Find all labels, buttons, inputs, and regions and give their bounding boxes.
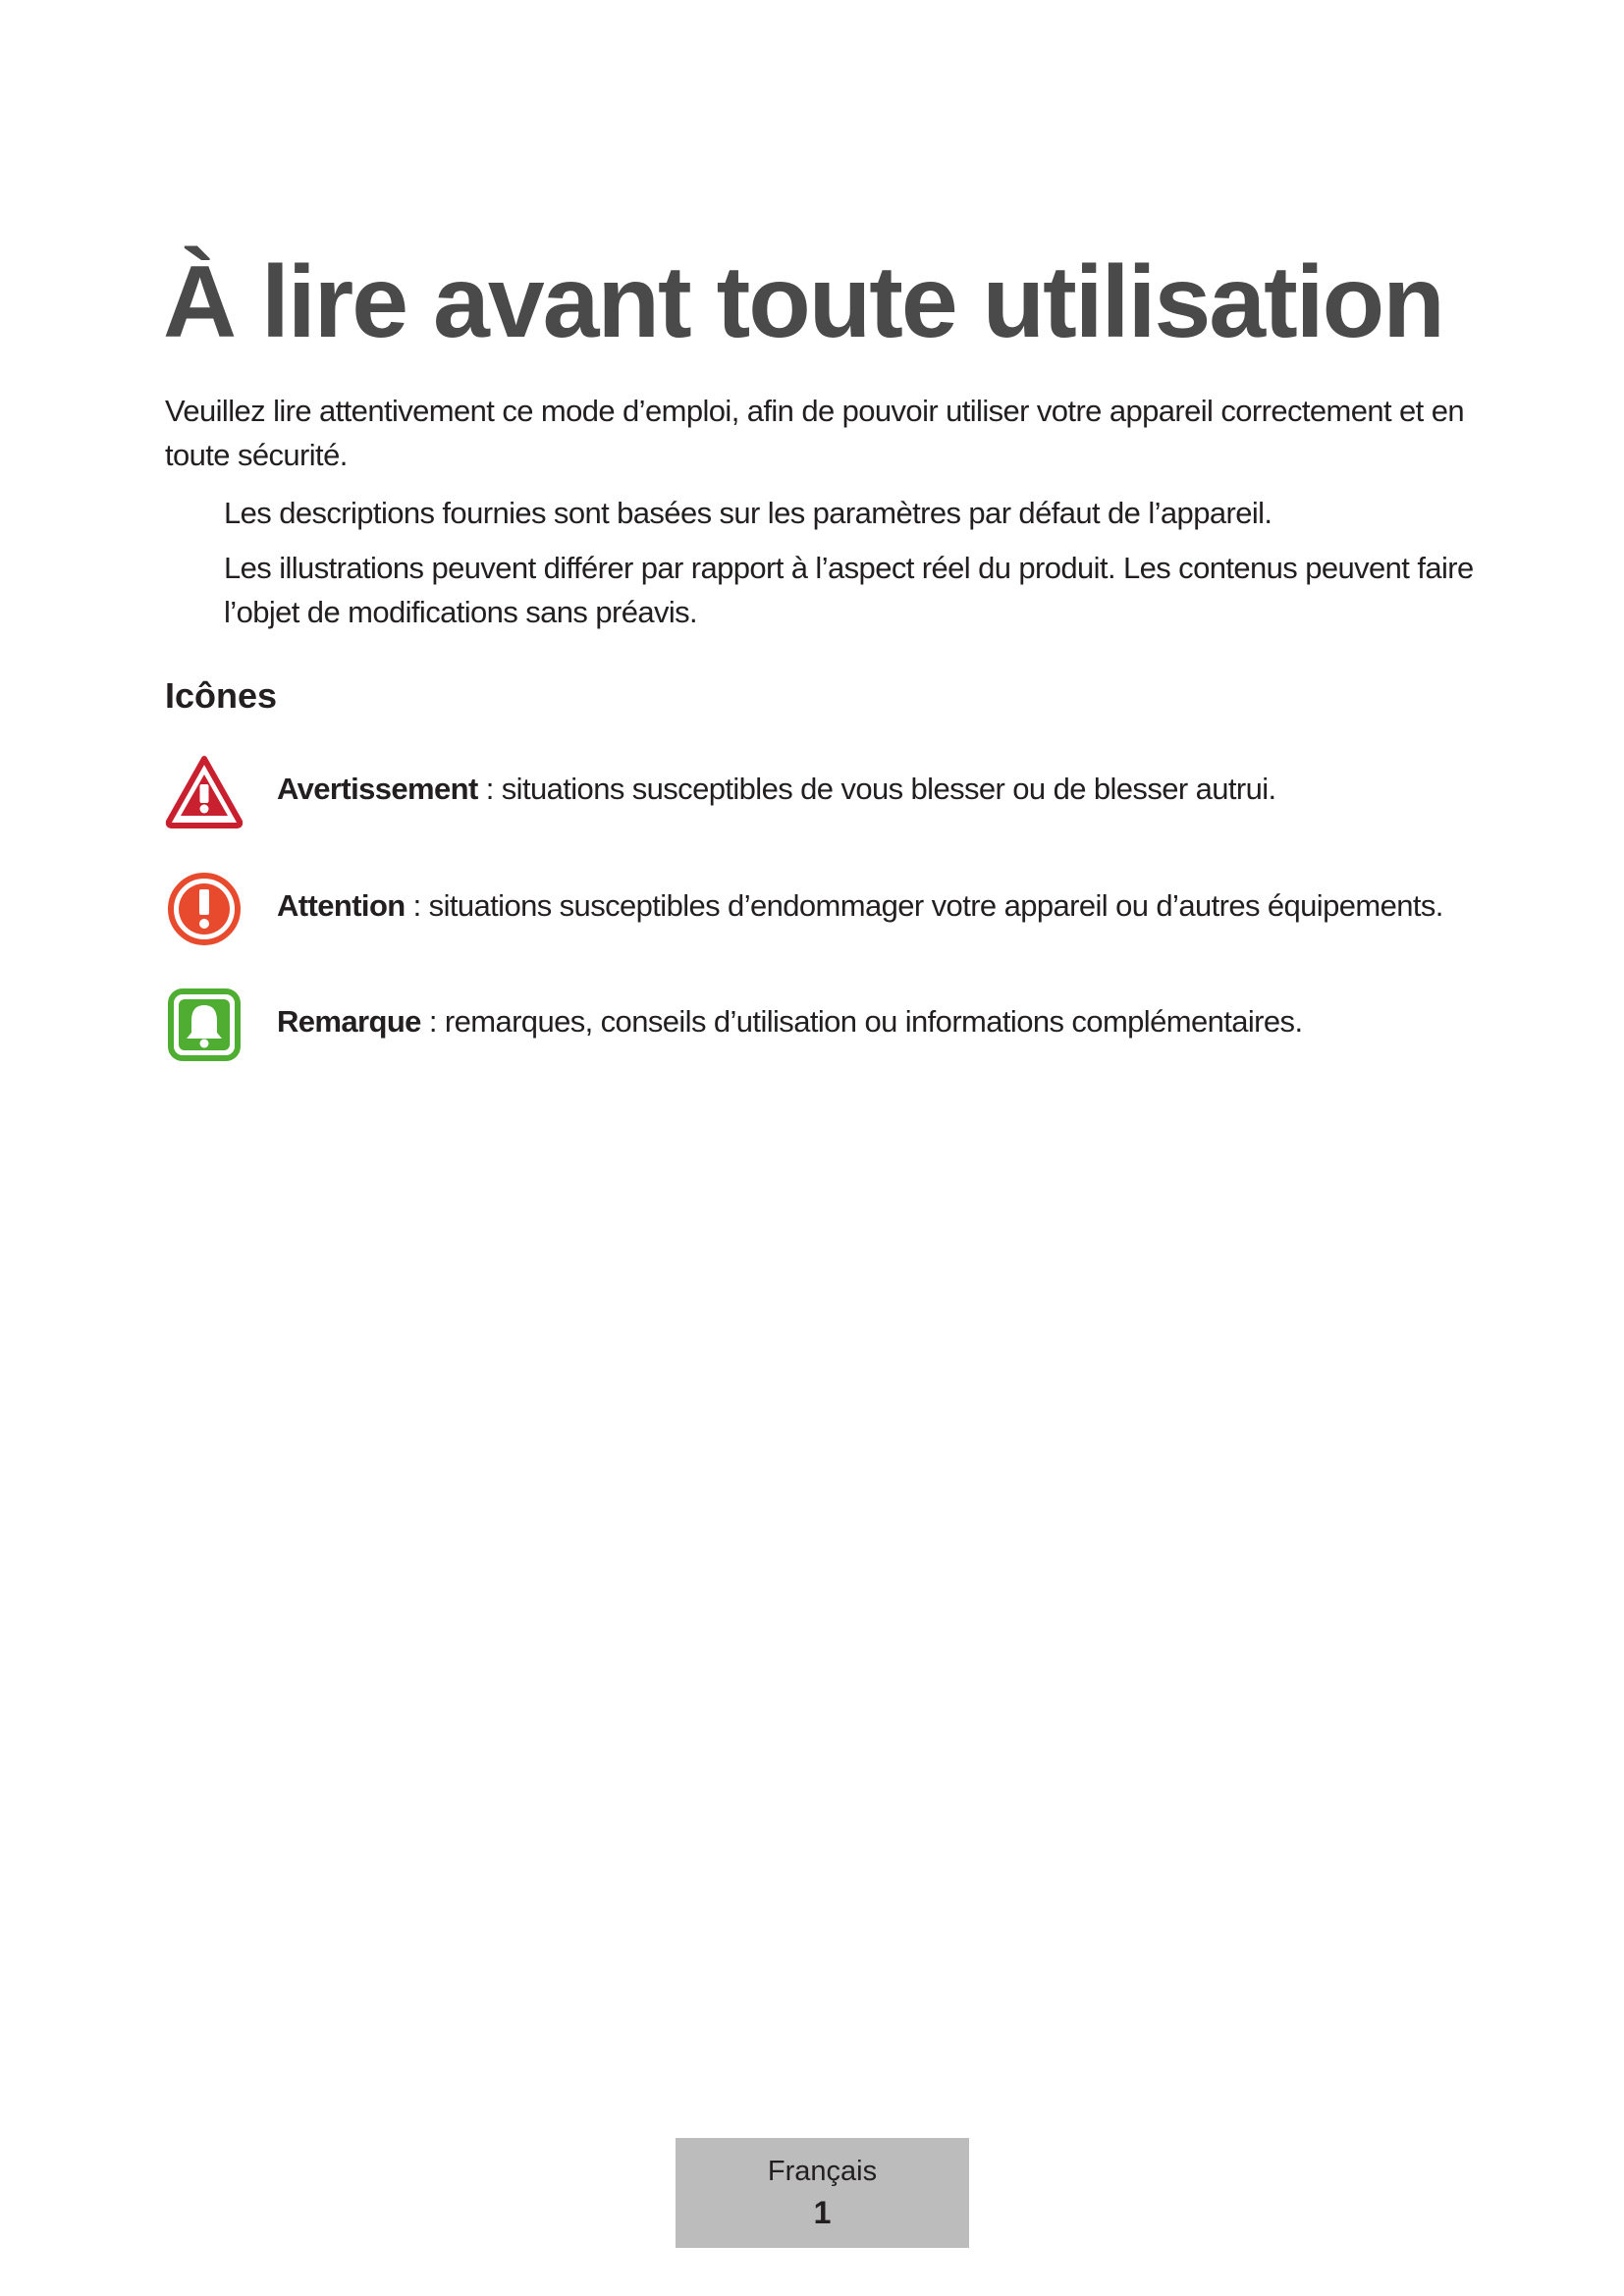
warning-label: Avertissement [277, 772, 478, 806]
caution-label: Attention [277, 888, 406, 923]
info-list [224, 491, 1481, 645]
footer-language: Français [767, 2156, 878, 2187]
caution-text: situations susceptibles d’endommager votre appareil ou d’autres équipements. [428, 888, 1443, 923]
warning-description [277, 767, 1475, 811]
info-item-defaults: Les descriptions fournies sont basées sur les paramètres par défaut de l’appareil. [224, 496, 1272, 530]
warning-separator: : [477, 772, 502, 806]
page-number: 1 [813, 2195, 832, 2230]
page-title: À lire avant toute utilisation [163, 245, 1443, 359]
icon-legend-note [165, 986, 1471, 1064]
caution-description [277, 883, 1475, 928]
intro-paragraph: Veuillez lire attentivement ce mode d’emploi, afin de pouvoir utiliser votre appareil correctement et en toute sécurité. [165, 394, 1464, 472]
warning-text: situations susceptibles de vous blesser ou de blesser autrui. [501, 772, 1276, 806]
note-separator: : [420, 1004, 445, 1039]
caution-circle-icon [165, 870, 244, 948]
icon-legend-caution [165, 870, 1471, 948]
warning-triangle-icon [165, 753, 244, 831]
note-text: remarques, conseils d’utilisation ou informations complémentaires. [444, 1004, 1303, 1039]
note-bell-icon [165, 986, 244, 1064]
page-footer [676, 2138, 969, 2248]
caution-separator: : [405, 888, 429, 923]
note-description [277, 999, 1475, 1043]
icon-legend-warning [165, 753, 1471, 831]
icons-section-heading: Icônes [165, 675, 278, 716]
info-item-illustrations: Les illustrations peuvent différer par rapport à l’aspect réel du produit. Les contenus peuvent faire l’objet de modifications sans préavis. [224, 551, 1474, 629]
note-label: Remarque [277, 1004, 421, 1039]
